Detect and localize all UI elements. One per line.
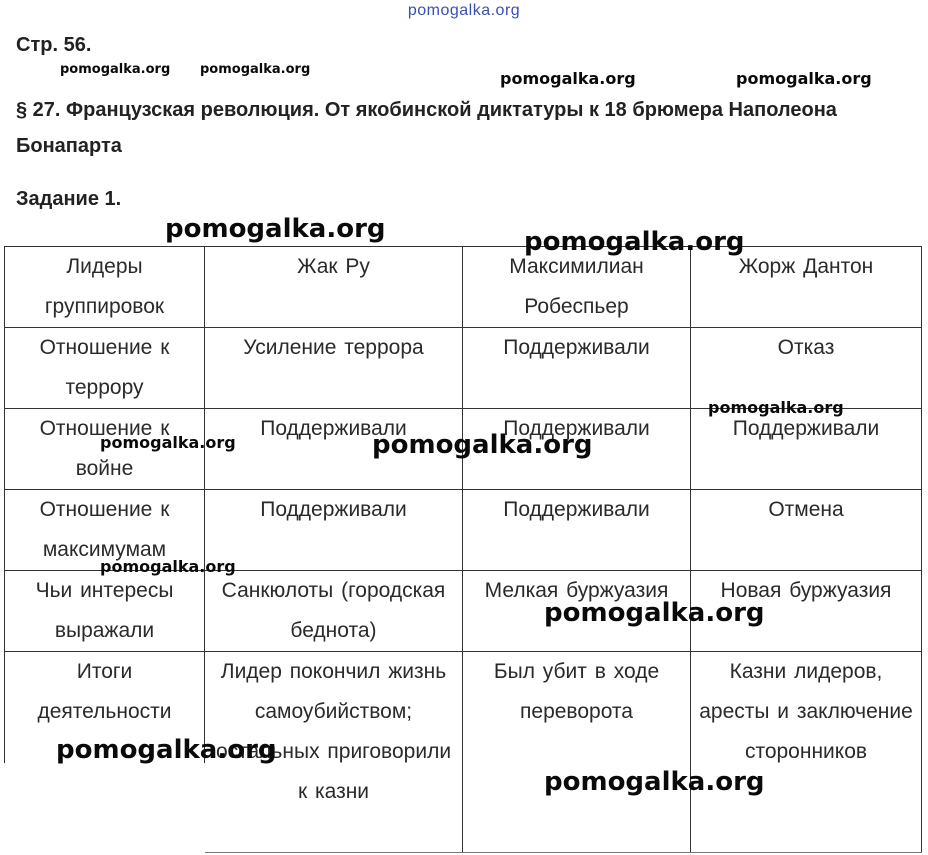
row-label: Отношение к войне bbox=[5, 409, 205, 490]
section-title: § 27. Французская революция. От якобинской диктатуры к 18 брюмера Наполеона Бонапарта bbox=[16, 99, 837, 157]
top-watermark: pomogalka.org bbox=[407, 2, 521, 19]
page-number: Стр. 56. bbox=[16, 34, 92, 56]
table-cell: Казни лидеров, аресты и заключение сторонников bbox=[691, 652, 922, 853]
table-cell: Отмена bbox=[691, 490, 922, 571]
watermark: pomogalka.org bbox=[544, 598, 765, 628]
watermark: pomogalka.org bbox=[100, 557, 236, 576]
table-cell: Поддерживали bbox=[205, 409, 463, 490]
table-cell: Поддерживали bbox=[463, 490, 691, 571]
table-cell: Поддерживали bbox=[205, 490, 463, 571]
row-label: Отношение к террору bbox=[5, 328, 205, 409]
table-cell: Санкюлоты (городская беднота) bbox=[205, 571, 463, 652]
watermark: pomogalka.org bbox=[500, 69, 636, 88]
watermark: pomogalka.org bbox=[200, 62, 311, 77]
table-cell: Поддерживали bbox=[463, 328, 691, 409]
table-cell: Поддерживали bbox=[463, 409, 691, 490]
watermark: pomogalka.org bbox=[56, 735, 277, 765]
row-label: Чьи интересы выражали bbox=[5, 571, 205, 652]
table-cell: Отказ bbox=[691, 328, 922, 409]
column-header: Максимилиан Робеспьер bbox=[463, 247, 691, 328]
table-cell: Лидер покончил жизнь самоубийством; остальных приговорили к казни bbox=[205, 652, 463, 853]
watermark: pomogalka.org bbox=[736, 69, 872, 88]
watermark: pomogalka.org bbox=[524, 227, 745, 257]
table-cell: Поддерживали bbox=[691, 409, 922, 490]
row-label: Лидеры группировок bbox=[5, 247, 205, 328]
watermark: pomogalka.org bbox=[165, 214, 386, 244]
table-cell: Новая буржуазия bbox=[691, 571, 922, 652]
blank-area bbox=[0, 763, 205, 853]
watermark: pomogalka.org bbox=[372, 430, 593, 460]
table-cell: Усиление террора bbox=[205, 328, 463, 409]
column-header: Жак Ру bbox=[205, 247, 463, 328]
table-cell: Мелкая буржуазия bbox=[463, 571, 691, 652]
table-header-row bbox=[5, 247, 922, 328]
column-header: Жорж Дантон bbox=[691, 247, 922, 328]
watermark: pomogalka.org bbox=[100, 433, 236, 452]
table-row bbox=[5, 571, 922, 652]
task-label: Задание 1. bbox=[16, 188, 122, 210]
table-cell: Был убит в ходе переворота bbox=[463, 652, 691, 853]
watermark: pomogalka.org bbox=[708, 398, 844, 417]
row-label: Итоги деятельности bbox=[5, 652, 205, 853]
row-label: Отношение к максимумам bbox=[5, 490, 205, 571]
table-row bbox=[5, 328, 922, 409]
watermark: pomogalka.org bbox=[544, 767, 765, 797]
watermark: pomogalka.org bbox=[60, 62, 171, 77]
